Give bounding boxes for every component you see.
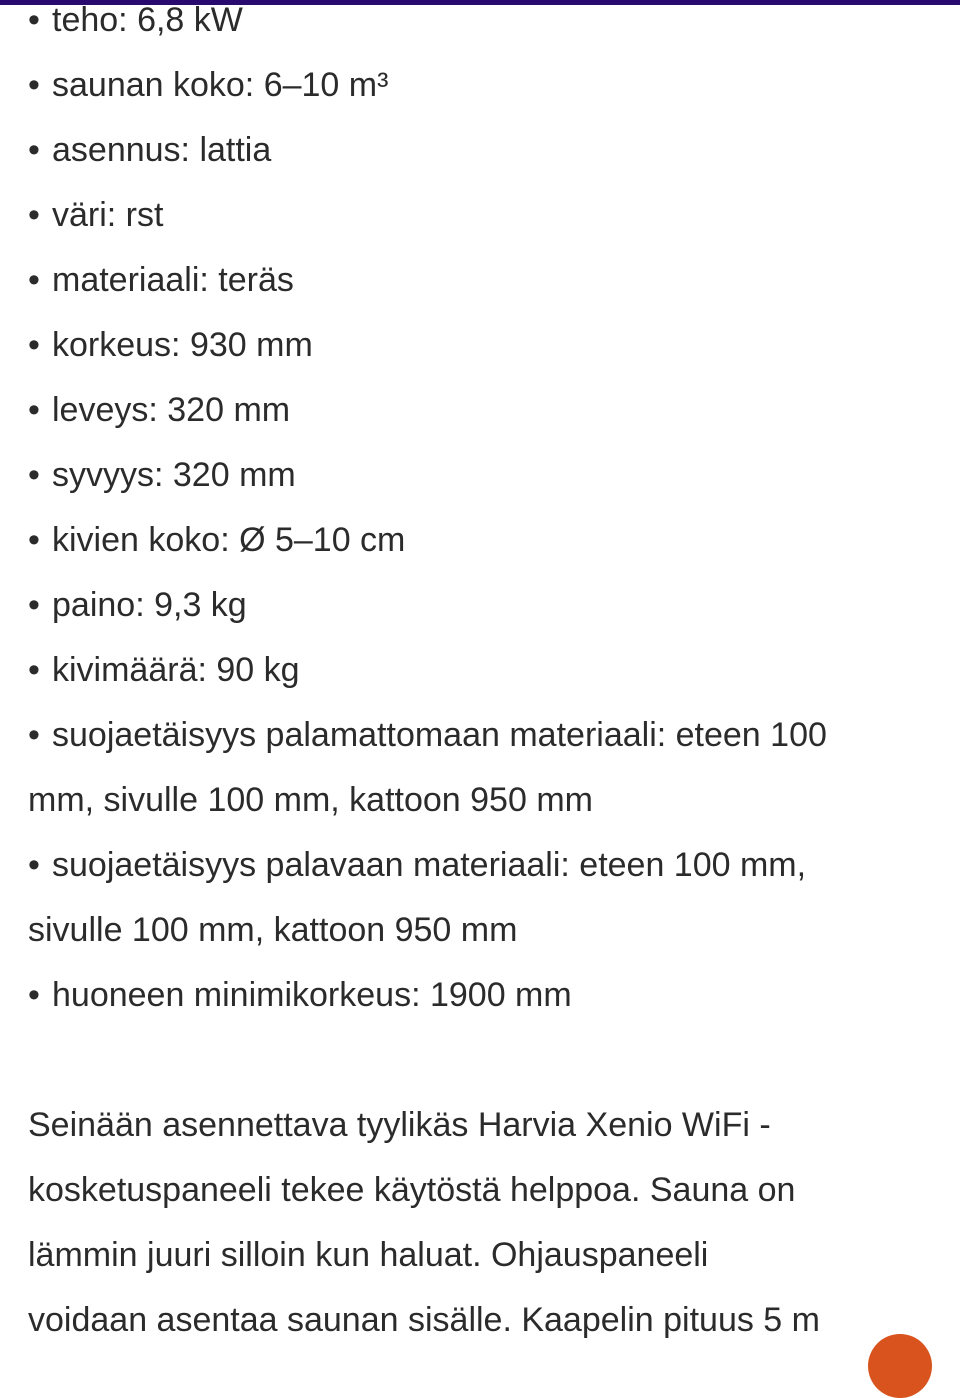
bullet: • (28, 261, 40, 299)
product-description (28, 0, 958, 1353)
spec-text: huoneen minimikorkeus: 1900 mm (52, 976, 572, 1014)
description-paragraph (28, 1093, 958, 1353)
bullet: • (28, 196, 40, 234)
spec-item (28, 118, 958, 183)
spec-text: teho: 6,8 kW (52, 1, 243, 39)
bullet: • (28, 586, 40, 624)
spec-item (28, 0, 958, 53)
bullet: • (28, 521, 40, 559)
bullet: • (28, 976, 40, 1014)
spec-item (28, 508, 958, 573)
spec-text: materiaali: teräs (52, 261, 294, 299)
spec-text: sivulle 100 mm, kattoon 950 mm (28, 911, 518, 949)
bullet: • (28, 131, 40, 169)
spec-list (28, 0, 958, 1028)
spec-item (28, 53, 958, 118)
spec-item (28, 443, 958, 508)
spec-text: asennus: lattia (52, 131, 272, 169)
description-line: voidaan asentaa saunan sisälle. Kaapelin pituus 5 m (28, 1301, 820, 1339)
spec-text: leveys: 320 mm (52, 391, 291, 429)
spacer (28, 1028, 958, 1093)
description-line: lämmin juuri silloin kun haluat. Ohjauspaneeli (28, 1236, 709, 1274)
spec-item (28, 378, 958, 443)
bullet: • (28, 66, 40, 104)
spec-item (28, 833, 958, 898)
bullet: • (28, 651, 40, 689)
spec-item (28, 638, 958, 703)
spec-text: syvyys: 320 mm (52, 456, 296, 494)
spec-item (28, 703, 958, 768)
bullet: • (28, 1, 40, 39)
bullet: • (28, 846, 40, 884)
spec-text: väri: rst (52, 196, 164, 234)
spec-text: mm, sivulle 100 mm, kattoon 950 mm (28, 781, 593, 819)
bullet: • (28, 456, 40, 494)
spec-item (28, 963, 958, 1028)
spec-text: saunan koko: 6–10 m³ (52, 66, 389, 104)
spec-item-continuation (28, 768, 958, 833)
spec-text: suojaetäisyys palavaan materiaali: eteen 100 mm, (52, 846, 807, 884)
spec-item (28, 573, 958, 638)
spec-item (28, 183, 958, 248)
floating-action-button[interactable] (868, 1334, 932, 1398)
spec-text: kivimäärä: 90 kg (52, 651, 300, 689)
spec-text: suojaetäisyys palamattomaan materiaali: eteen 100 (52, 716, 827, 754)
spec-text: korkeus: 930 mm (52, 326, 313, 364)
bullet: • (28, 716, 40, 754)
description-line: kosketuspaneeli tekee käytöstä helppoa. Sauna on (28, 1171, 796, 1209)
spec-text: kivien koko: Ø 5–10 cm (52, 521, 406, 559)
spec-item-continuation (28, 898, 958, 963)
description-line: Seinään asennettava tyylikäs Harvia Xenio WiFi - (28, 1106, 771, 1144)
spec-item (28, 313, 958, 378)
bullet: • (28, 326, 40, 364)
spec-text: paino: 9,3 kg (52, 586, 247, 624)
spec-item (28, 248, 958, 313)
bullet: • (28, 391, 40, 429)
